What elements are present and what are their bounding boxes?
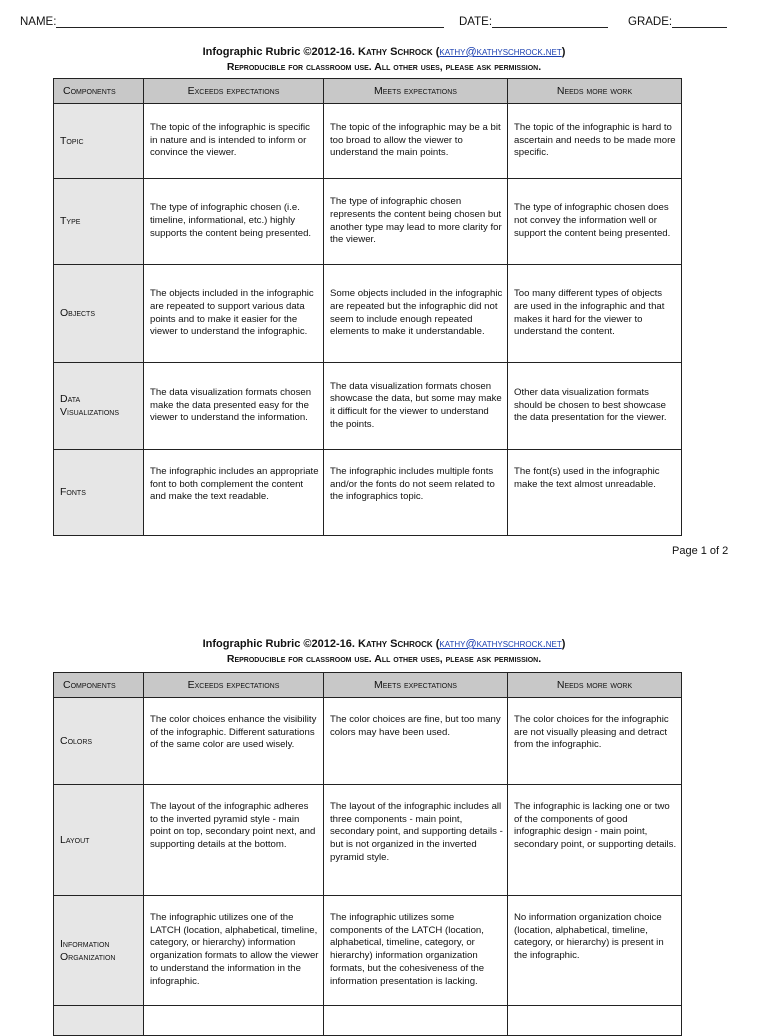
exceeds-cell-cutoff	[144, 1006, 324, 1036]
meets-cell: Some objects included in the infographic are repeated but the infographic did not seem to include enough repeated elements to make it understandable.	[324, 265, 508, 363]
table-row	[54, 265, 682, 363]
exceeds-cell: The objects included in the infographic are repeated to support various data points and to make it easier for the viewer to understand the infographic.	[144, 265, 324, 363]
table-row	[54, 698, 682, 785]
date-label: DATE:	[459, 16, 493, 28]
needs-cell: The color choices for the infographic are not visually pleasing and detract from the infographic.	[508, 698, 682, 785]
meets-cell: The type of infographic chosen represents the content being chosen but another type may lead to more clarity for the viewer.	[324, 179, 508, 265]
needs-cell: No information organization choice (location, alphabetical, timeline, category, or hierarchy) is present in the infographic.	[508, 896, 682, 1006]
exceeds-cell: The topic of the infographic is specific in nature and is intended to inform or convince the viewer.	[144, 104, 324, 179]
col-header-components: Components	[54, 79, 144, 104]
table-header-row	[54, 673, 682, 698]
exceeds-cell: The color choices enhance the visibility of the infographic. Different saturations of the same color are used wisely.	[144, 698, 324, 785]
needs-cell: The infographic is lacking one or two of the components of good infographic design - main point, secondary point, or supporting details.	[508, 785, 682, 896]
grade-line	[672, 16, 727, 28]
component-name-line1: Information	[60, 937, 110, 950]
rubric-title: Infographic Rubric ©2012-16. Kathy Schrock (kathy@kathyschrock.net)	[202, 638, 566, 650]
name-field[interactable]	[20, 16, 56, 28]
table-row	[54, 785, 682, 896]
col-header-needs: Needs more work	[508, 79, 682, 104]
component-name	[54, 896, 144, 1006]
page1-title-block	[0, 45, 768, 74]
component-name: Type	[54, 179, 144, 265]
grade-field[interactable]	[628, 16, 672, 28]
meets-cell: The topic of the infographic may be a bit too broad to allow the viewer to understand the main points.	[324, 104, 508, 179]
needs-cell: The font(s) used in the infographic make the text almost unreadable.	[508, 450, 682, 536]
rubric-table-page1	[53, 78, 682, 536]
exceeds-cell: The type of infographic chosen (i.e. timeline, informational, etc.) highly supports the content being presented.	[144, 179, 324, 265]
col-header-exceeds: Exceeds expectations	[144, 673, 324, 698]
title-text: Infographic Rubric ©2012-16.	[202, 638, 358, 650]
author-name: Kathy Schrock	[358, 638, 433, 650]
table-row	[54, 896, 682, 1006]
col-header-needs: Needs more work	[508, 673, 682, 698]
name-label: NAME:	[20, 16, 57, 28]
table-row	[54, 363, 682, 450]
table-row	[54, 1006, 682, 1036]
date-field[interactable]	[459, 16, 492, 28]
col-header-components: Components	[54, 673, 144, 698]
component-name-line2: Organization	[60, 950, 116, 963]
meets-cell: The infographic utilizes some components of the LATCH (location, alphabetical, timeline, category, or hierarchy) information organization formats, but the cohesiveness of the information presentation is lacking.	[324, 896, 508, 1006]
rubric-subtitle: Reproducible for classroom use. All other uses, please ask permission.	[226, 61, 542, 73]
meets-cell: The infographic includes multiple fonts and/or the fonts do not seem related to the infographics topic.	[324, 450, 508, 536]
table-row	[54, 450, 682, 536]
author-email-link[interactable]: kathy@kathyschrock.net	[439, 638, 562, 650]
page2-title-block	[0, 637, 768, 666]
grade-label: GRADE:	[628, 16, 673, 28]
component-name-line2: Visualizations	[60, 406, 119, 418]
meets-cell: The data visualization formats chosen showcase the data, but some may make it difficult for the viewer to understand the points.	[324, 363, 508, 450]
component-name	[54, 363, 144, 450]
author-email-link[interactable]: kathy@kathyschrock.net	[439, 46, 562, 58]
component-name-cutoff	[54, 1006, 144, 1036]
table-header-row	[54, 79, 682, 104]
meets-cell: The color choices are fine, but too many colors may have been used.	[324, 698, 508, 785]
component-name: Fonts	[54, 450, 144, 536]
date-line	[492, 16, 608, 28]
author-name: Kathy Schrock	[358, 46, 433, 58]
meets-cell: The layout of the infographic includes all three components - main point, secondary point, and supporting details - but is not organized in the inverted pyramid style.	[324, 785, 508, 896]
component-name: Layout	[54, 785, 144, 896]
needs-cell-cutoff	[508, 1006, 682, 1036]
component-name: Objects	[54, 265, 144, 363]
needs-cell: The topic of the infographic is hard to ascertain and needs to be made more specific.	[508, 104, 682, 179]
student-info-header	[0, 16, 768, 34]
title-text: Infographic Rubric ©2012-16.	[202, 46, 358, 58]
meets-cell-cutoff	[324, 1006, 508, 1036]
needs-cell: The type of infographic chosen does not convey the information well or support the content being presented.	[508, 179, 682, 265]
needs-cell: Other data visualization formats should be chosen to best showcase the data presentation for the viewer.	[508, 363, 682, 450]
rubric-title: Infographic Rubric ©2012-16. Kathy Schrock (kathy@kathyschrock.net)	[202, 46, 566, 58]
table-row	[54, 104, 682, 179]
col-header-meets: Meets expectations	[324, 673, 508, 698]
component-name: Topic	[54, 104, 144, 179]
component-name: Colors	[54, 698, 144, 785]
rubric-subtitle: Reproducible for classroom use. All other uses, please ask permission.	[226, 653, 542, 665]
name-line	[56, 16, 444, 28]
exceeds-cell: The data visualization formats chosen make the data presented easy for the viewer to understand the information.	[144, 363, 324, 450]
component-name-line1: Data	[60, 393, 81, 405]
page-number: Page 1 of 2	[672, 545, 729, 557]
exceeds-cell: The infographic utilizes one of the LATCH (location, alphabetical, timeline, category, or hierarchy) information organization formats to allow the viewer to understand the information in the infographic.	[144, 896, 324, 1006]
col-header-exceeds: Exceeds expectations	[144, 79, 324, 104]
rubric-table-page2	[53, 672, 682, 1036]
table-row	[54, 179, 682, 265]
exceeds-cell: The layout of the infographic adheres to the inverted pyramid style - main point on top, secondary point next, and supporting details at the bottom.	[144, 785, 324, 896]
exceeds-cell: The infographic includes an appropriate font to both complement the content and make the text readable.	[144, 450, 324, 536]
needs-cell: Too many different types of objects are used in the infographic and that makes it hard for the viewer to understand the content.	[508, 265, 682, 363]
col-header-meets: Meets expectations	[324, 79, 508, 104]
